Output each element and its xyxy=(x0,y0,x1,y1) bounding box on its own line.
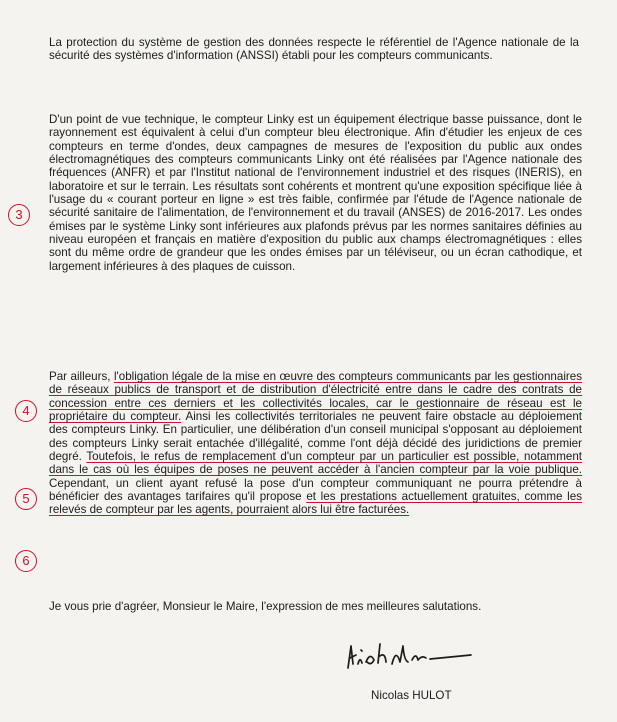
paragraph-technical: D'un point de vue technique, le compteur Linky est un équipement électrique basse puissance, dont le rayonnement est équivalent à celui d'un compteur bleu électronique. Afin d'étudier les enjeux de ces compteurs en terme d'ondes, deux campagnes de mesures de l'exposition du public aux ondes électromagnétiques des compteurs communicants Linky ont été réalisées par l'Agence nationale des fréquences (ANFR) et par l'Institut national de l'environnement industriel et des risques (INERIS), en laboratoire et sur le terrain. Les résultats sont cohérents et montrent qu'une exposition spécifique liée à l'usage du « courant porteur en ligne » est très faible, confirmée par l'étude de l'Agence nationale de sécurité sanitaire de l'alimentation, de l'environnement et du travail (ANSES) de 2016-2017. Les ondes émises par le système Linky sont inférieures aux plafonds prévus par les normes sanitaires définies au niveau européen et français en matière d'exposition du public aux champs électromagnétiques : elles sont du même ordre de grandeur que les ondes émises par un téléviseur, ou un écran cathodique, et largement inférieures à des plaques de cuisson. xyxy=(49,113,582,273)
closing-salutation: Je vous prie d'agréer, Monsieur le Maire, l'expression de mes meilleures salutations. xyxy=(49,600,482,613)
highlight-billing: et les prestations actuellement gratuites, comme les relevés de compteur par les agents, pourraient alors lui être facturées. xyxy=(49,490,582,517)
legal-lead-text: Par ailleurs, xyxy=(49,370,114,383)
annotation-marker-3: 3 xyxy=(8,204,30,226)
legal-middle-text-2: Cependant, un client ayant refusé la pose d'un compteur communiquant ne pourra prétendre à bénéficier des avantages tarifaires qu'il propose xyxy=(49,476,582,504)
handwritten-signature xyxy=(340,638,490,678)
annotation-marker-6: 6 xyxy=(15,550,37,572)
annotation-marker-5: 5 xyxy=(15,488,37,510)
highlight-obligation: l'obligation légale de la mise en œuvre des compteurs communicants par les gestionnaires de réseaux publics de transport et de distribution d'électricité entre dans le cadre des contrats de concession entre ces derniers et les collectivités locales, car le gestionnaire de réseau est le propriétaire du compteur. xyxy=(49,370,582,424)
paragraph-anssi: La protection du système de gestion des données respecte le référentiel de l'Agence nationale de la sécurité des systèmes d'information (ANSSI) établi pour les compteurs communicants. xyxy=(49,36,579,63)
highlight-refusal: Toutefois, le refus de remplacement d'un compteur par un particulier est possible, notamment dans le cas où les équipes de poses ne peuvent accéder à l'ancien compteur par la voie publique. xyxy=(49,450,582,477)
paragraph-legal xyxy=(49,370,582,517)
signer-name: Nicolas HULOT xyxy=(371,689,452,702)
legal-middle-text: Ainsi les collectivités territoriales ne peuvent faire obstacle au déploiement des compteurs Linky. En particulier, une délibération d'un conseil municipal s'opposant au déploiement des compteurs Linky serait entachée d'illégalité, comme l'ont déjà décidé des juridictions de premier degré. xyxy=(49,410,583,464)
annotation-marker-4: 4 xyxy=(15,400,37,422)
